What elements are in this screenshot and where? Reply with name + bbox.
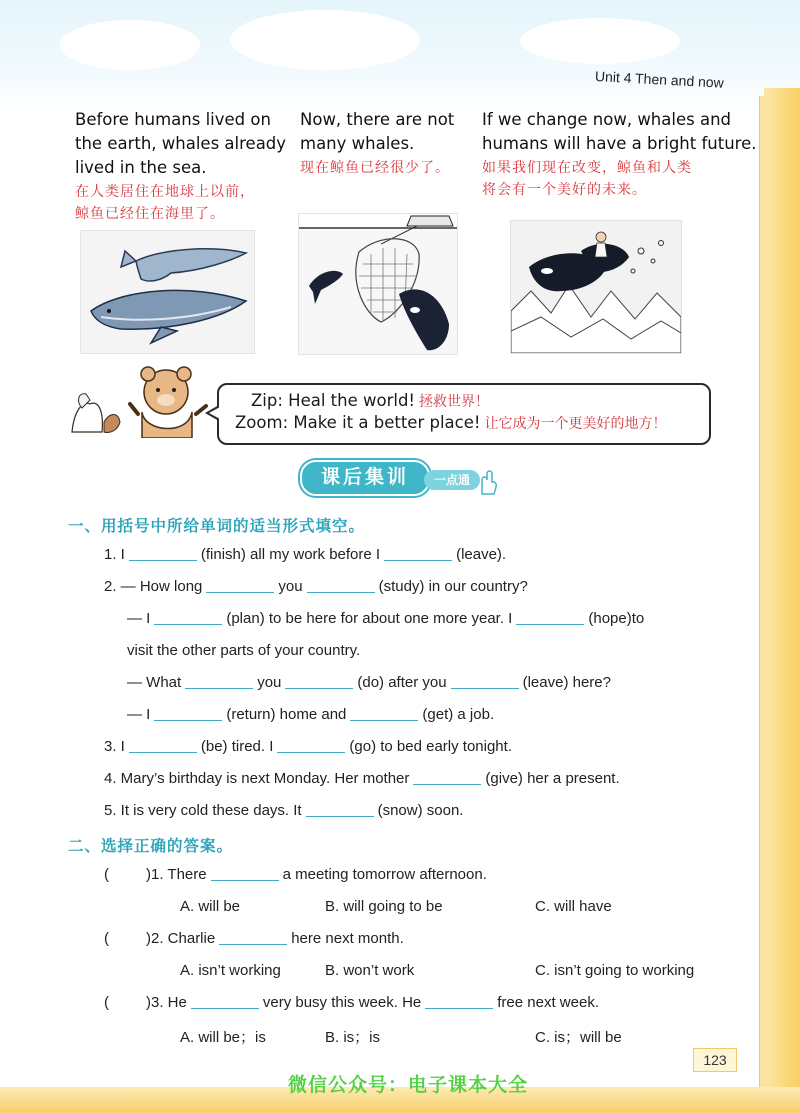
q2d-blank-1[interactable] [185, 674, 253, 689]
mc3-option-c[interactable]: C. is；will be [535, 1029, 622, 1046]
q2e-text-a: — I [127, 706, 151, 723]
q2d-text-d: (leave) here? [522, 674, 611, 691]
mc3-stem: )3. He [146, 994, 187, 1011]
mc2-blank [219, 930, 287, 945]
mc2-option-a[interactable]: A. isn’t working [180, 962, 281, 979]
mc3-mid: very busy this week. He [262, 994, 422, 1011]
story-1-cn-line-2: 鲸鱼已经住在海里了。 [75, 205, 225, 221]
q2b-text-b: (plan) to be here for about one more year. I [226, 610, 513, 627]
q2a-blank-1[interactable] [206, 578, 274, 593]
story-1-en-line-3: lived in the sea. [75, 158, 207, 177]
mc2-option-c[interactable]: C. isn’t going to working [535, 962, 695, 979]
mc3-blank-1 [191, 994, 259, 1009]
section-2-title: 二、选择正确的答案。 [68, 838, 234, 855]
question-1 [104, 546, 506, 563]
page-edge-inner [759, 96, 770, 1113]
q2a-text-c: (study) in our country? [378, 578, 528, 595]
mc1-stem: )1. There [146, 866, 207, 883]
q5-text-a: 5. It is very cold these days. It [104, 802, 302, 819]
question-5 [104, 802, 463, 819]
mc1-option-c[interactable]: C. will have [535, 898, 612, 915]
mc3-tail: free next week. [497, 994, 599, 1011]
zip-zoom-characters [68, 362, 218, 438]
q1-text-c: (leave). [456, 546, 507, 563]
q2e-blank-2[interactable] [350, 706, 418, 721]
mc2-answer-paren[interactable]: ( [104, 930, 109, 947]
q2d-text-c: (do) after you [357, 674, 447, 691]
mc1-option-a[interactable]: A. will be [180, 898, 241, 915]
story-3-cn-line-1: 如果我们现在改变，鲸鱼和人类 [482, 159, 692, 175]
story-3-cn-line-2: 将会有一个美好的未来。 [482, 181, 647, 197]
speech-line-2-en: Zoom: Make it a better place! [235, 413, 481, 432]
q1-text-a: 1. I [104, 546, 125, 563]
q2e-blank-1[interactable] [154, 706, 222, 721]
q4-text-b: (give) her a present. [485, 770, 620, 787]
watermark: 微信公众号：电子课本大全 [288, 1074, 529, 1096]
q3-blank-2[interactable] [277, 738, 345, 753]
story-2-en-line-1: Now, there are not [300, 110, 455, 129]
whaling-illustration [298, 213, 458, 355]
q2e-text-b: (return) home and [226, 706, 347, 723]
q1-blank-1[interactable] [129, 546, 197, 561]
mc2-stem: )2. Charlie [146, 930, 216, 947]
q2d-blank-3[interactable] [451, 674, 519, 689]
mc3-option-b[interactable]: B. is；is [325, 1029, 381, 1046]
q2e-text-c: (get) a job. [422, 706, 495, 723]
q3-text-a: 3. I [104, 738, 125, 755]
q4-blank-1[interactable] [413, 770, 481, 785]
page-number: 123 [693, 1048, 737, 1072]
future-illustration [510, 220, 682, 354]
q2a-text-a: 2. — How long [104, 578, 203, 595]
q3-text-b: (be) tired. I [200, 738, 274, 755]
speech-line-1 [251, 391, 489, 411]
question-2-line-4 [127, 674, 611, 691]
choice-question-1 [104, 866, 487, 883]
story-2-cn-line-1: 现在鲸鱼已经很少了。 [300, 159, 450, 175]
q2b-text-c: (hope)to [588, 610, 645, 627]
exercise-banner [300, 458, 500, 498]
q3-blank-1[interactable] [129, 738, 197, 753]
speech-line-1-en: Zip: Heal the world! [251, 391, 416, 410]
mc3-option-a[interactable]: A. will be；is [180, 1029, 266, 1046]
story-panel-3 [482, 108, 762, 200]
mc1-option-b[interactable]: B. will going to be [325, 898, 443, 915]
mc1-blank [211, 866, 279, 881]
q2a-blank-2[interactable] [307, 578, 375, 593]
mc3-answer-paren[interactable]: ( [104, 994, 109, 1011]
mc1-answer-paren[interactable]: ( [104, 866, 109, 883]
q2d-text-a: — What [127, 674, 182, 691]
speech-line-2 [235, 413, 667, 433]
banner-subtitle: 一点通 [424, 470, 480, 490]
q3-text-c: (go) to bed early tonight. [349, 738, 512, 755]
q5-blank-1[interactable] [306, 802, 374, 817]
question-2-line-1 [104, 578, 528, 595]
story-1-cn-line-1: 在人类居住在地球上以前， [75, 183, 255, 199]
q2d-blank-2[interactable] [285, 674, 353, 689]
speech-line-2-cn: 让它成为一个更美好的地方！ [484, 415, 667, 431]
q2d-text-b: you [257, 674, 282, 691]
q2a-text-b: you [278, 578, 303, 595]
question-3 [104, 738, 512, 755]
mc2-tail: here next month. [291, 930, 404, 947]
question-4 [104, 770, 620, 787]
sky-background [0, 0, 800, 110]
story-1-en-line-2: the earth, whales already [75, 134, 287, 153]
banner-title: 课后集训 [300, 460, 430, 496]
question-2-line-2 [127, 610, 644, 627]
story-3-en-line-2: humans will have a bright future. [482, 134, 757, 153]
story-panel-1 [75, 108, 295, 224]
mc2-option-b[interactable]: B. won’t work [325, 962, 415, 979]
q2b-blank-2[interactable] [516, 610, 584, 625]
story-2-en-line-2: many whales. [300, 134, 415, 153]
q2b-text-a: — I [127, 610, 151, 627]
question-2-line-3 [127, 642, 360, 659]
q1-text-b: (finish) all my work before I [200, 546, 381, 563]
story-3-en-line-1: If we change now, whales and [482, 110, 731, 129]
q1-blank-2[interactable] [384, 546, 452, 561]
whales-illustration [80, 230, 255, 354]
q2c-text-a: visit the other parts of your country. [127, 642, 361, 659]
speech-bubble [217, 383, 711, 445]
pointing-hand-icon [476, 468, 498, 496]
q5-text-b: (snow) soon. [377, 802, 464, 819]
q2b-blank-1[interactable] [154, 610, 222, 625]
choice-question-2 [104, 930, 404, 947]
mc1-tail: a meeting tomorrow afternoon. [282, 866, 487, 883]
story-1-en-line-1: Before humans lived on [75, 110, 271, 129]
section-1-title: 一、用括号中所给单词的适当形式填空。 [68, 518, 366, 535]
story-panel-2 [300, 108, 480, 178]
question-2-line-5 [127, 706, 494, 723]
speech-line-1-cn: 拯救世界！ [419, 393, 490, 409]
choice-question-3 [104, 994, 599, 1011]
unit-header: Unit 4 Then and now [594, 68, 725, 91]
q4-text-a: 4. Mary’s birthday is next Monday. Her mother [104, 770, 410, 787]
mc3-blank-2 [425, 994, 493, 1009]
